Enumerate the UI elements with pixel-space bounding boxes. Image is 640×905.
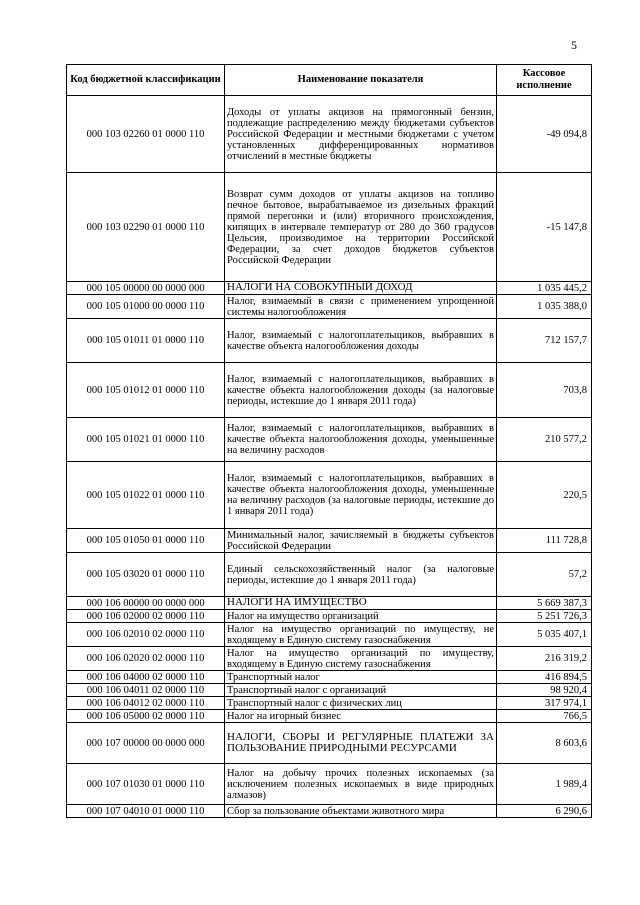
row-name: Транспортный налог с физических лиц	[225, 697, 497, 710]
row-amount: 220,5	[497, 462, 592, 529]
row-code: 000 107 00000 00 0000 000	[67, 723, 225, 764]
row-amount: 5 035 407,1	[497, 623, 592, 647]
row-code: 000 106 04000 02 0000 110	[67, 671, 225, 684]
table-row	[67, 684, 592, 697]
row-code: 000 105 01012 01 0000 110	[67, 363, 225, 418]
row-code: 000 106 02020 02 0000 110	[67, 647, 225, 671]
row-name: НАЛОГИ, СБОРЫ И РЕГУЛЯРНЫЕ ПЛАТЕЖИ ЗА ПОЛЬЗОВАНИЕ ПРИРОДНЫМИ РЕСУРСАМИ	[225, 723, 497, 764]
row-code: 000 105 01000 00 0000 110	[67, 295, 225, 319]
header-code: Код бюджетной классификации	[67, 65, 225, 96]
row-name: Единый сельскохозяйственный налог (за налоговые периоды, истекшие до 1 января 2011 года)	[225, 553, 497, 597]
row-name: Налог, взимаемый с налогоплательщиков, выбравших в качестве объекта налогообложения доходы, уменьшенные на величину расходов (за налоговые периоды, истекшие до 1 января 2011 года)	[225, 462, 497, 529]
row-amount: 5 669 387,3	[497, 597, 592, 610]
row-name: Транспортный налог	[225, 671, 497, 684]
row-name: Налог на добычу прочих полезных ископаемых (за исключением полезных ископаемых в виде природных алмазов)	[225, 764, 497, 805]
row-name: Налог на игорный бизнес	[225, 710, 497, 723]
row-amount: 6 290,6	[497, 805, 592, 818]
page-number: 5	[571, 38, 577, 52]
table-row	[67, 319, 592, 363]
row-name: Транспортный налог с организаций	[225, 684, 497, 697]
table-row	[67, 96, 592, 173]
row-amount: 210 577,2	[497, 418, 592, 462]
row-code: 000 105 01021 01 0000 110	[67, 418, 225, 462]
row-amount: 712 157,7	[497, 319, 592, 363]
table-row-section	[67, 597, 592, 610]
row-amount: 1 035 388,0	[497, 295, 592, 319]
row-code: 000 106 04011 02 0000 110	[67, 684, 225, 697]
table-header-row	[67, 65, 592, 96]
row-code: 000 106 04012 02 0000 110	[67, 697, 225, 710]
header-name: Наименование показателя	[225, 65, 497, 96]
row-name: Возврат сумм доходов от уплаты акцизов на топливо печное бытовое, вырабатываемое из дизельных фракций прямой перегонки и (или) вторичного происхождения, кипящих в интервале температур от 280 до 360 градусов Цельсия, производимое на территории Российской Федерации, за счет доходов бюджетов субъектов Российской Федерации	[225, 173, 497, 282]
row-code: 000 106 02010 02 0000 110	[67, 623, 225, 647]
row-name: Налог на имущество организаций	[225, 610, 497, 623]
table-row	[67, 529, 592, 553]
row-code: 000 107 01030 01 0000 110	[67, 764, 225, 805]
row-name: Налог, взимаемый с налогоплательщиков, выбравших в качестве объекта налогообложения доходы	[225, 319, 497, 363]
row-code: 000 103 02290 01 0000 110	[67, 173, 225, 282]
row-name: НАЛОГИ НА СОВОКУПНЫЙ ДОХОД	[225, 282, 497, 295]
row-code: 000 106 00000 00 0000 000	[67, 597, 225, 610]
row-amount: 5 251 726,3	[497, 610, 592, 623]
row-code: 000 105 00000 00 0000 000	[67, 282, 225, 295]
table-row	[67, 295, 592, 319]
row-amount: 216 319,2	[497, 647, 592, 671]
row-code: 000 105 03020 01 0000 110	[67, 553, 225, 597]
table-row	[67, 553, 592, 597]
row-amount: 1 989,4	[497, 764, 592, 805]
row-name: Налог, взимаемый с налогоплательщиков, выбравших в качестве объекта налогообложения доходы, уменьшенные на величину расходов	[225, 418, 497, 462]
row-name: Налог на имущество организаций по имуществу, не входящему в Единую систему газоснабжения	[225, 623, 497, 647]
row-name: Минимальный налог, зачисляемый в бюджеты субъектов Российской Федерации	[225, 529, 497, 553]
row-amount: 57,2	[497, 553, 592, 597]
row-name: Налог, взимаемый в связи с применением упрощенной системы налогообложения	[225, 295, 497, 319]
table-row	[67, 764, 592, 805]
table-row	[67, 805, 592, 818]
table-row	[67, 462, 592, 529]
row-code: 000 106 02000 02 0000 110	[67, 610, 225, 623]
budget-table	[66, 64, 592, 818]
row-amount: 703,8	[497, 363, 592, 418]
table-row	[67, 363, 592, 418]
row-amount: 98 920,4	[497, 684, 592, 697]
row-amount: 111 728,8	[497, 529, 592, 553]
row-code: 000 105 01011 01 0000 110	[67, 319, 225, 363]
row-code: 000 106 05000 02 0000 110	[67, 710, 225, 723]
table-row	[67, 647, 592, 671]
table-row	[67, 418, 592, 462]
table-body	[67, 96, 592, 818]
table-row	[67, 671, 592, 684]
row-name: НАЛОГИ НА ИМУЩЕСТВО	[225, 597, 497, 610]
table-row	[67, 610, 592, 623]
row-code: 000 105 01050 01 0000 110	[67, 529, 225, 553]
row-code: 000 107 04010 01 0000 110	[67, 805, 225, 818]
row-amount: 317 974,1	[497, 697, 592, 710]
row-name: Доходы от уплаты акцизов на прямогонный бензин, подлежащие распределению между бюджетами субъектов Российской Федерации и местными бюджетами с учетом установленных дифференцированных нормативов отчислений в местные бюджеты	[225, 96, 497, 173]
row-amount: 766,5	[497, 710, 592, 723]
table-row	[67, 710, 592, 723]
row-amount: -15 147,8	[497, 173, 592, 282]
table-row	[67, 623, 592, 647]
row-name: Налог, взимаемый с налогоплательщиков, выбравших в качестве объекта налогообложения доходы (за налоговые периоды, истекшие до 1 января 2011 года)	[225, 363, 497, 418]
row-name: Сбор за пользование объектами животного мира	[225, 805, 497, 818]
table-row-section	[67, 723, 592, 764]
row-code: 000 105 01022 01 0000 110	[67, 462, 225, 529]
row-name: Налог на имущество организаций по имуществу, входящему в Единую систему газоснабжения	[225, 647, 497, 671]
row-code: 000 103 02260 01 0000 110	[67, 96, 225, 173]
header-amount: Кассовое исполнение	[497, 65, 592, 96]
row-amount: 8 603,6	[497, 723, 592, 764]
table-row-section	[67, 282, 592, 295]
table-row	[67, 697, 592, 710]
row-amount: -49 094,8	[497, 96, 592, 173]
row-amount: 1 035 445,2	[497, 282, 592, 295]
row-amount: 416 894,5	[497, 671, 592, 684]
table-row	[67, 173, 592, 282]
